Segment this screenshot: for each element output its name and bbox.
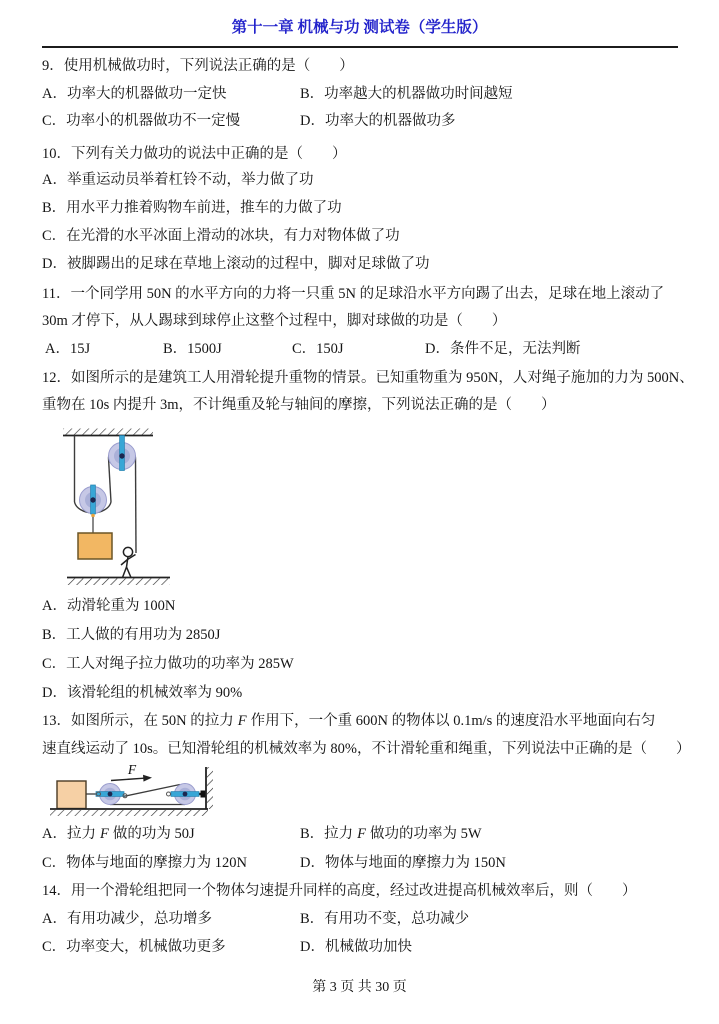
q12-option-b: B．工人做的有用功为 2850J [42,627,221,643]
q12-stem-line1: 12．如图所示的是建筑工人用滑轮提升重物的情景。已知重物重为 950N，人对绳子施加的力为 500N、 [42,370,694,386]
ceiling-hatch [63,429,153,436]
page-footer: 第 3 页 共 30 页 [312,980,407,995]
q11-option-a: A．15J [45,341,91,357]
force-symbol: F [357,826,367,842]
pulley-dragging-figure [40,757,220,817]
q13-option-a-pre: A．拉力 [42,826,96,842]
q13-stem-line1 [42,713,655,730]
q13-option-b-pre: B．拉力 [300,826,354,842]
q12-option-c: C．工人对绳子拉力做功的功率为 285W [42,656,294,672]
q13-stem-line1-post: 作用下，一个重 600N 的物体以 0.1m/s 的速度沿水平地面向右匀 [250,713,656,729]
force-symbol: F [237,713,247,729]
q12-option-a: A．动滑轮重为 100N [42,598,176,614]
q14-option-d: D．机械做功加快 [300,939,412,955]
force-symbol: F [99,826,109,842]
hook-left [167,792,171,796]
fixed-pulley [109,436,136,471]
q13-option-d: D．物体与地面的摩擦力为 150N [300,855,506,871]
q12-option-d: D．该滑轮组的机械效率为 90% [42,685,243,701]
q13-option-a [42,826,195,843]
force-label: F [127,762,137,777]
worker-figure [121,547,136,577]
ground-hatch [67,579,170,586]
ground-hatch [50,810,208,816]
q9-option-a: A．功率大的机器做功一定快 [42,86,227,102]
pulley-lifting-figure [40,426,200,588]
movable-pulley [96,784,127,805]
wall-hatch [207,767,213,809]
q11-option-d: D．条件不足，无法判断 [425,341,581,357]
q9-option-c: C．功率小的机器做功不一定慢 [42,113,241,129]
q13-stem-line2: 速直线运动了 10s。已知滑轮组的机械效率为 80%，不计滑轮重和绳重，下列说法中正确的是（ ） [42,741,691,757]
page-title: 第十一章 机械与功 测试卷（学生版） [231,19,488,36]
q11-option-c: C．150J [292,341,344,357]
q10-stem: 10．下列有关力做功的说法中正确的是（ ） [42,146,347,162]
q9-stem: 9．使用机械做功时，下列说法正确的是（ ） [42,58,354,74]
q10-option-a: A．举重运动员举着杠铃不动，举力做了功 [42,172,314,188]
q14-stem: 14．用一个滑轮组把同一个物体匀速提升同样的高度，经过改进提高机械效率后，则（ ） [42,883,637,899]
q13-option-c: C．物体与地面的摩擦力为 120N [42,855,248,871]
q10-option-d: D．被脚踢出的足球在草地上滚动的过程中，脚对足球做了功 [42,256,430,272]
hook-tip [91,514,95,518]
q13-option-b-post: 做功的功率为 5W [370,826,482,842]
header-divider [42,46,678,48]
movable-pulley [80,485,107,517]
dragged-block [57,781,86,809]
q11-stem-line1: 11．一个同学用 50N 的水平方向的力将一只重 5N 的足球沿水平方向踢了出去，足球在地上滚动了 [42,286,665,302]
hanging-block [78,533,112,559]
q10-option-c: C．在光滑的水平冰面上滑动的冰块，有力对物体做了功 [42,228,400,244]
q11-option-b: B．1500J [163,341,222,357]
q12-stem-line2: 重物在 10s 内提升 3m，不计绳重及轮与轴间的摩擦，下列说法正确的是（ ） [42,397,556,413]
q10-option-b: B．用水平力推着购物车前进，推车的力做了功 [42,200,342,216]
q13-option-a-post: 做的功为 50J [112,826,195,842]
q9-option-b: B．功率越大的机器做功时间越短 [300,86,513,102]
q9-option-d: D．功率大的机器做功多 [300,113,456,129]
q11-stem-line2: 30m 才停下，从人踢球到球停止这整个过程中，脚对球做的功是（ ） [42,313,507,329]
q14-option-c: C．功率变大，机械做功更多 [42,939,226,955]
q13-stem-line1-pre: 13．如图所示，在 50N 的拉力 [42,713,234,729]
q14-option-b: B．有用功不变，总功减少 [300,911,470,927]
q13-option-b [300,826,482,843]
q14-option-a: A．有用功减少，总功增多 [42,911,212,927]
